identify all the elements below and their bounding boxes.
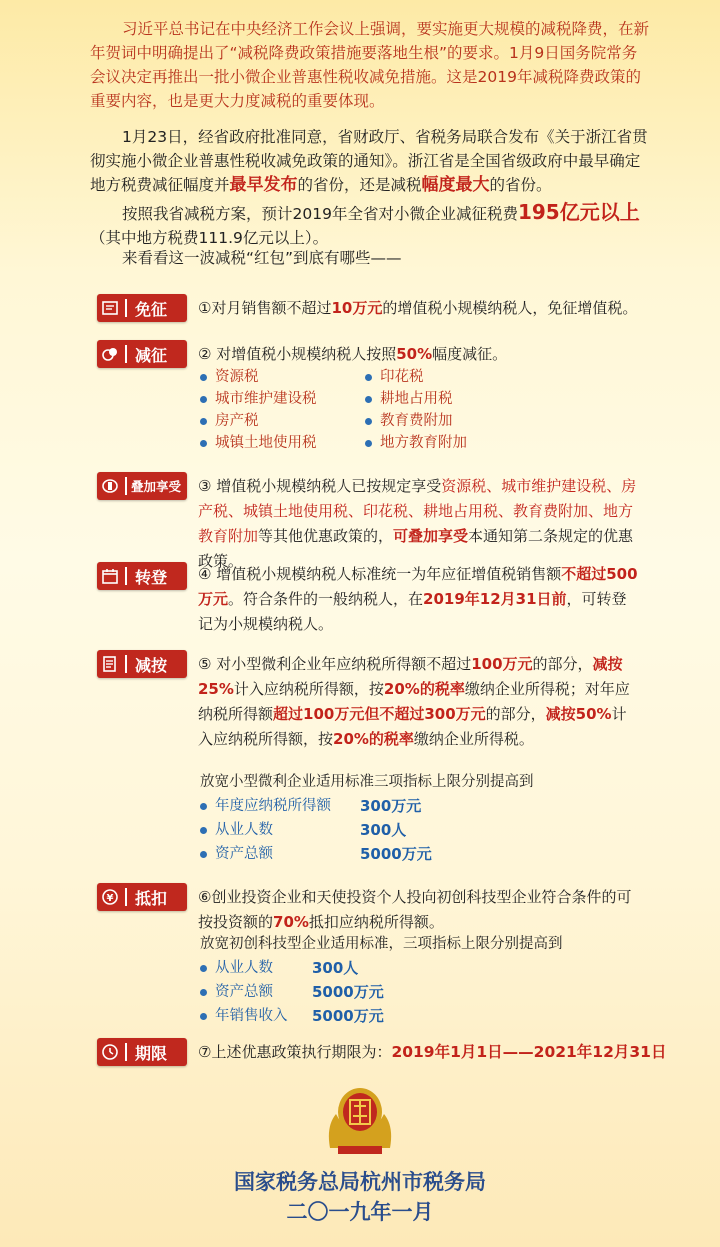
badge-reduce	[97, 340, 187, 368]
receipt-icon	[97, 294, 123, 322]
list-item: 资产总额 5000万元	[200, 842, 534, 866]
standards-title: 放宽小型微利企业适用标准三项指标上限分别提高到	[200, 774, 534, 790]
badge-label: 期限	[135, 1043, 168, 1063]
item-3-text: ③ 增值税小规模纳税人已按规定享受资源税、城市维护建设税、房产税、城镇土地使用税、印花税、耕地占用税、教育费附加、地方教育附加等其他优惠政策的，可叠加享受本通知第二条规定的优惠政策。	[198, 477, 637, 570]
small-enterprise-standards	[200, 770, 534, 866]
list-item: 资产总额 5000万元	[200, 980, 563, 1004]
intro-paragraph-4: 来看看这一波减税“红包”到底有哪些——	[122, 249, 402, 267]
badge-label: 转登	[135, 567, 168, 587]
list-item: 耕地占用税	[365, 388, 530, 410]
list-item: 从业人数 300人	[200, 818, 534, 842]
badge-label: 叠加享受	[131, 479, 182, 494]
intro-paragraph-3: 按照我省减税方案，预计2019年全省对小微企业减征税费195亿元以上（其中地方税费111.9亿元以上）。	[90, 200, 640, 247]
item-7-text: ⑦上述优惠政策执行期限为：2019年1月1日——2021年12月31日	[198, 1043, 667, 1061]
footer-date: 二〇一九年一月	[286, 1200, 434, 1224]
coins-icon	[97, 340, 123, 368]
list-item: 城市维护建设税	[200, 388, 365, 410]
document-icon	[97, 650, 123, 678]
svg-text:¥: ¥	[106, 893, 114, 904]
list-item: 年度应纳税所得额 300万元	[200, 794, 534, 818]
badge-period	[97, 1038, 187, 1066]
item-5-text: ⑤ 对小型微利企业年应纳税所得额不超过100万元的部分，减按25%计入应纳税所得额，按20%的税率缴纳企业所得税；对年应纳税所得额超过100万元但不超过300万元的部分，减按50%计入应纳税所得额，按20%的税率缴纳企业所得税。	[198, 655, 630, 748]
list-item: 房产税	[200, 410, 365, 432]
item-4-text: ④ 增值税小规模纳税人标准统一为年应征增值税销售额不超过500万元。符合条件的一般纳税人，在2019年12月31日前，可转登记为小规模纳税人。	[198, 565, 638, 633]
list-item: 年销售收入 5000万元	[200, 1004, 563, 1028]
list-item: 地方教育附加	[365, 432, 530, 454]
badge-label: 减按	[135, 655, 168, 675]
badge-deduct	[97, 883, 187, 911]
clock-icon	[97, 1038, 123, 1066]
intro-paragraph-1: 习近平总书记在中央经济工作会议上强调，要实施更大规模的减税降费，在新年贺词中明确提出了“减税降费政策措施要落地生根”的要求。1月9日国务院常务会议决定再推出一批小微企业普惠性税收减免措施。这是2019年减税降费政策的重要内容，也是更大力度减税的重要体现。	[90, 20, 650, 110]
standards-title: 放宽初创科技型企业适用标准，三项指标上限分别提高到	[200, 936, 563, 952]
tax-emblem-logo	[320, 1086, 400, 1160]
badge-stack	[97, 472, 187, 500]
footer-org: 国家税务总局杭州市税务局	[234, 1170, 486, 1194]
badge-label: 抵扣	[135, 888, 168, 908]
intro-paragraph-2: 1月23日，经省政府批准同意，省财政厅、省税务局联合发布《关于浙江省贯彻实施小微企业普惠性税收减免政策的通知》。浙江省是全国省级政府中最早确定地方税费减征幅度并最早发布的省份，还是减税幅度最大的省份。	[90, 128, 648, 195]
list-item: 资源税	[200, 366, 365, 388]
item-2-text: ② 对增值税小规模纳税人按照50%幅度减征。	[198, 345, 508, 363]
list-item: 教育费附加	[365, 410, 530, 432]
badge-label: 免征	[135, 299, 168, 319]
tax-type-list	[200, 366, 530, 454]
item-6-text: ⑥创业投资企业和天使投资个人投向初创科技型企业符合条件的可按投资额的70%抵扣应纳税所得额。	[198, 888, 632, 931]
badge-exempt	[97, 294, 187, 322]
list-item: 城镇土地使用税	[200, 432, 365, 454]
item-1-text: ①对月销售额不超过10万元的增值税小规模纳税人，免征增值税。	[198, 299, 638, 317]
startup-standards	[200, 932, 563, 1028]
list-item: 印花税	[365, 366, 530, 388]
yen-coin-icon	[97, 883, 123, 911]
badge-transfer	[97, 562, 187, 590]
coin-icon	[97, 472, 123, 500]
badge-reduce-rate	[97, 650, 187, 678]
list-item: 从业人数 300人	[200, 956, 563, 980]
calendar-icon	[97, 562, 123, 590]
badge-label: 减征	[135, 345, 168, 365]
